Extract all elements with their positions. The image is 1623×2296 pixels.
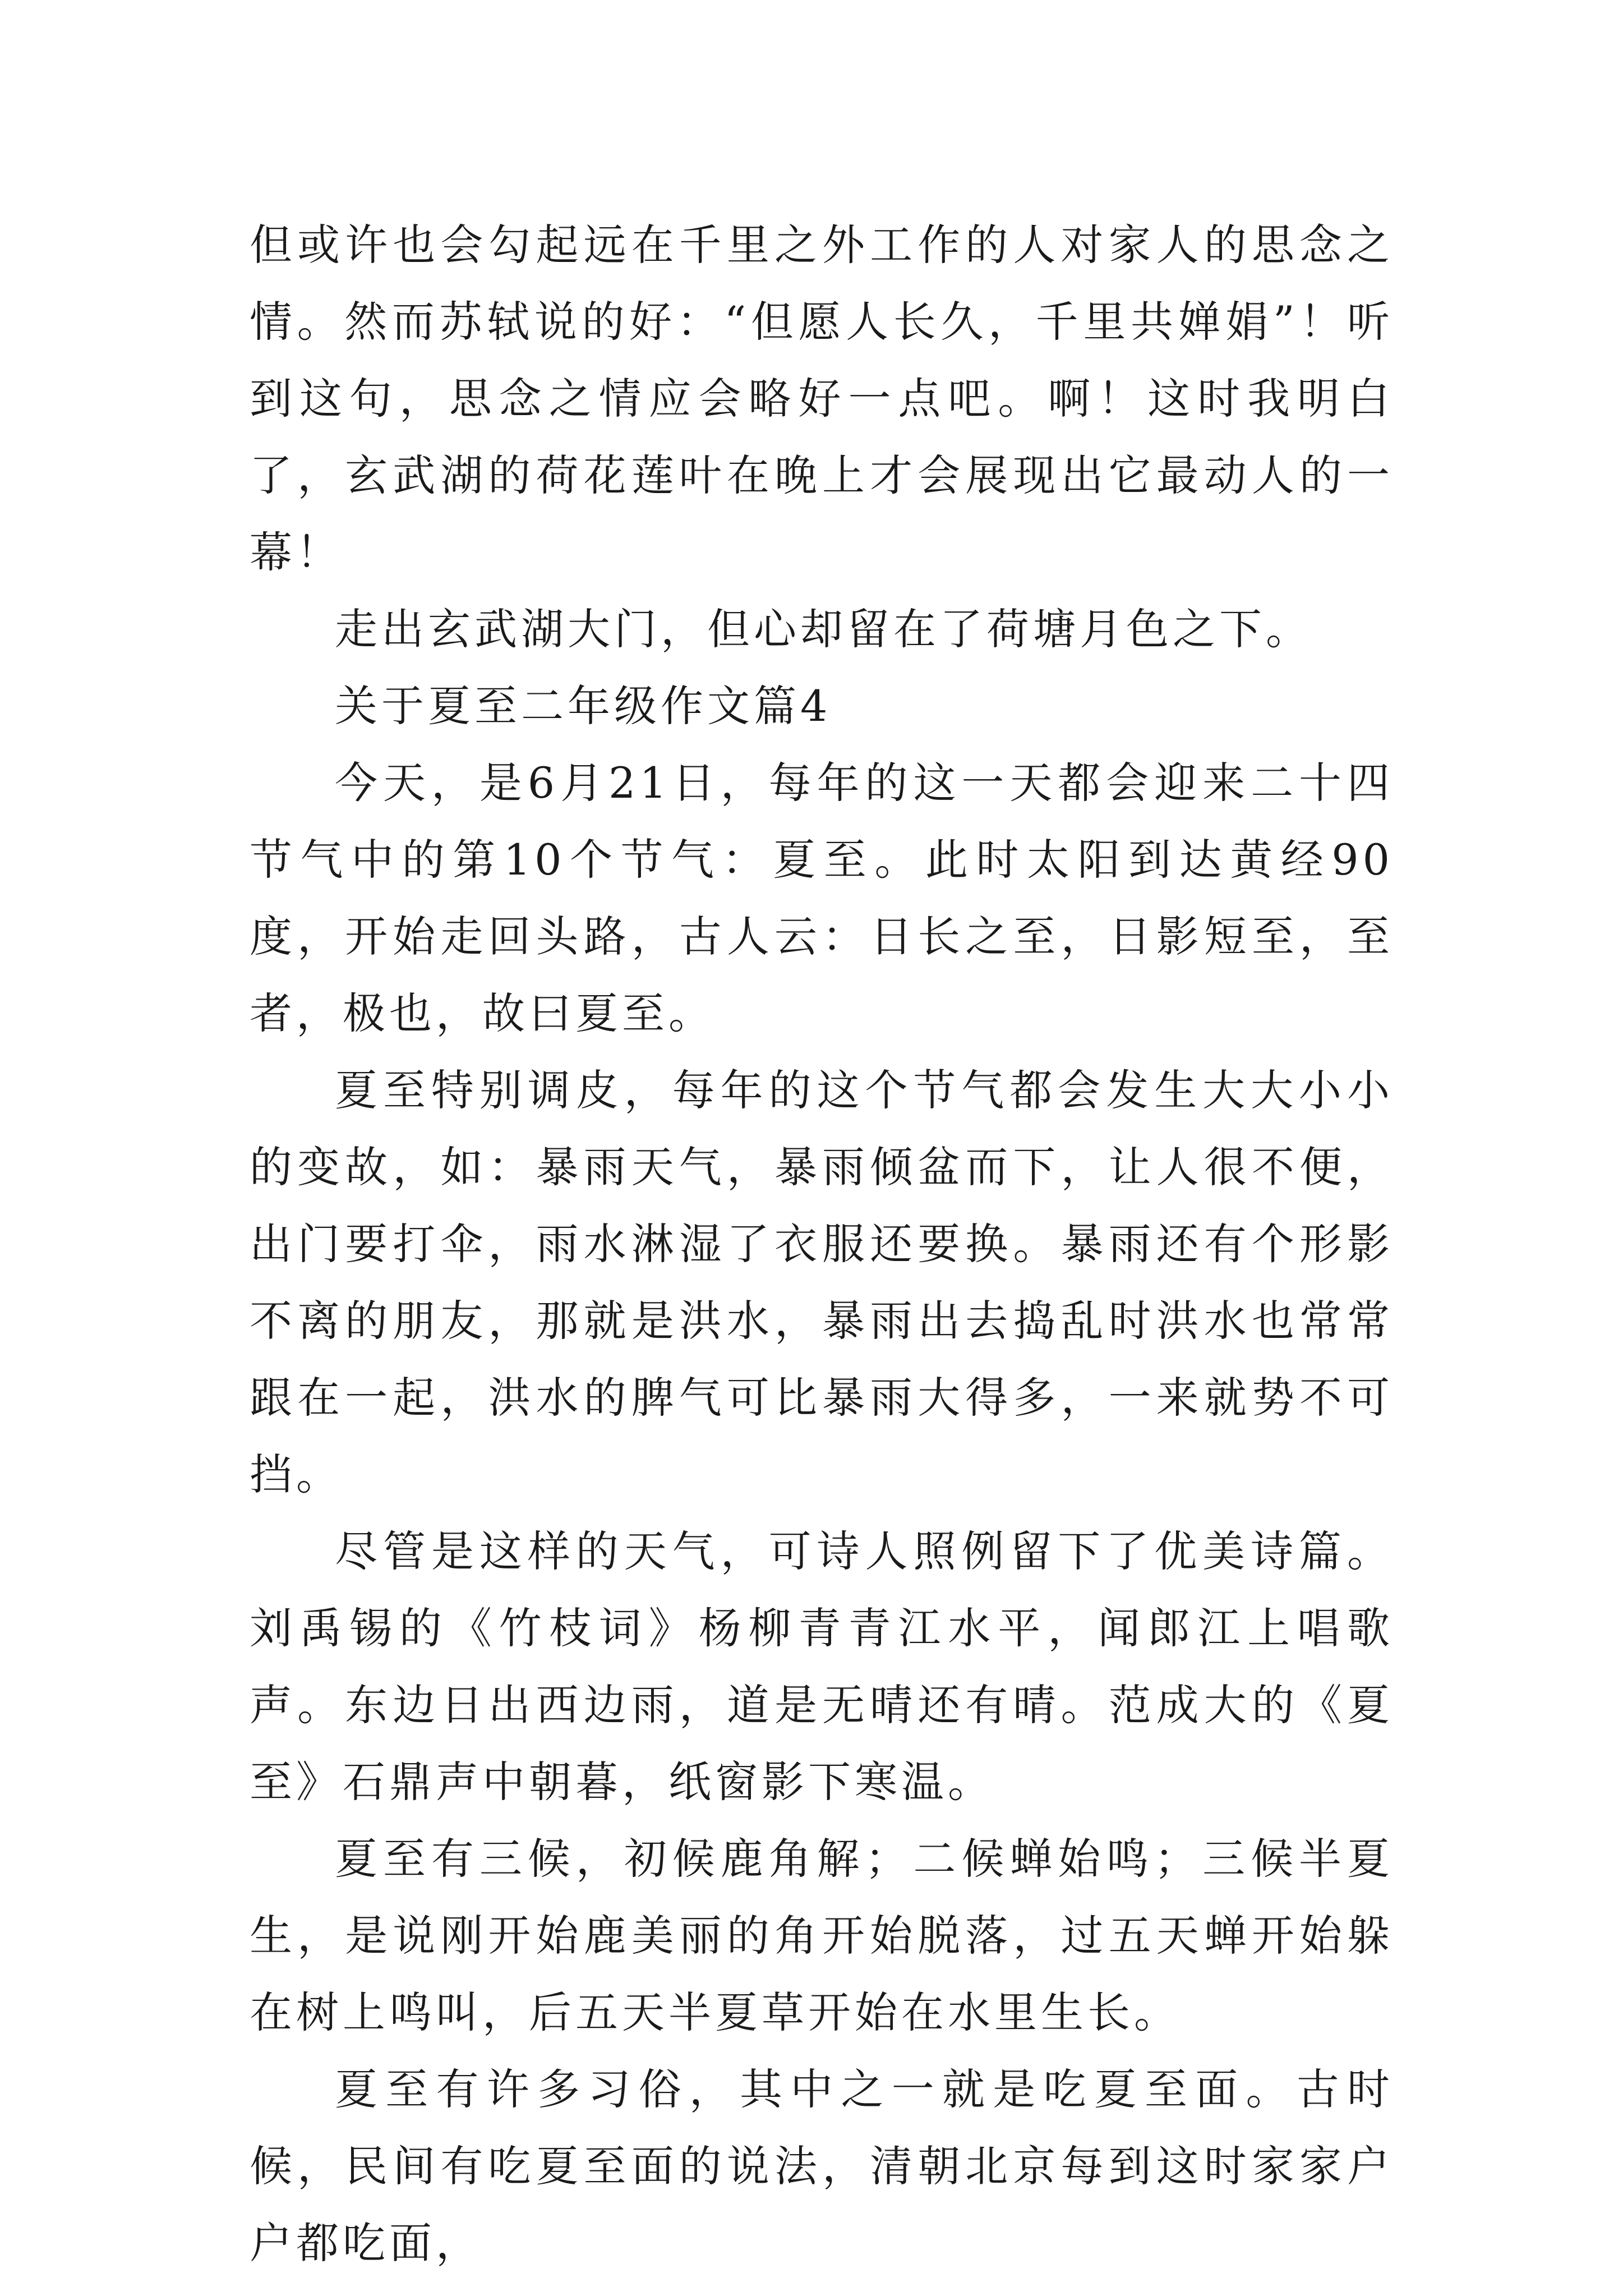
document-body <box>250 206 1394 2281</box>
paragraph-solar-term: 今天，是6月21日，每年的这一天都会迎来二十四节气中的第10个节气：夏至。此时太阳到达黄经90度，开始走回头路，古人云：日长之至，日影短至，至者，极也，故曰夏至。 <box>250 758 1394 1038</box>
paragraph-leaving-lake: 走出玄武湖大门，但心却留在了荷塘月色之下。 <box>335 604 1312 654</box>
paragraph-weather: 夏至特别调皮，每年的这个节气都会发生大大小小的变故，如：暴雨天气，暴雨倾盆而下，让人很不便，出门要打伞，雨水淋湿了衣服还要换。暴雨还有个形影不离的朋友，那就是洪水，暴雨出去捣乱时洪水也常常跟在一起，洪水的脾气可比暴雨大得多，一来就势不可挡。 <box>250 1065 1394 1499</box>
paragraph-three-phases: 夏至有三候，初候鹿角解；二候蝉始鸣；三候半夏生，是说刚开始鹿美丽的角开始脱落，过五天蝉开始躲在树上鸣叫，后五天半夏草开始在水里生长。 <box>250 1834 1394 2037</box>
paragraph-continuation: 但或许也会勾起远在千里之外工作的人对家人的思念之情。然而苏轼说的好：“但愿人长久，千里共婵娟”！听到这句，思念之情应会略好一点吧。啊！这时我明白了，玄武湖的荷花莲叶在晚上才会展现出它最动人的一幕！ <box>250 220 1394 577</box>
paragraph-customs: 夏至有许多习俗，其中之一就是吃夏至面。古时候，民间有吃夏至面的说法，清朝北京每到这时家家户户都吃面， <box>250 2064 1394 2268</box>
section-heading: 关于夏至二年级作文篇4 <box>335 681 832 731</box>
paragraph-poems: 尽管是这样的天气，可诗人照例留下了优美诗篇。刘禹锡的《竹枝词》杨柳青青江水平，闻郎江上唱歌声。东边日出西边雨，道是无晴还有晴。范成大的《夏至》石鼎声中朝暮，纸窗影下寒温。 <box>250 1526 1394 1807</box>
